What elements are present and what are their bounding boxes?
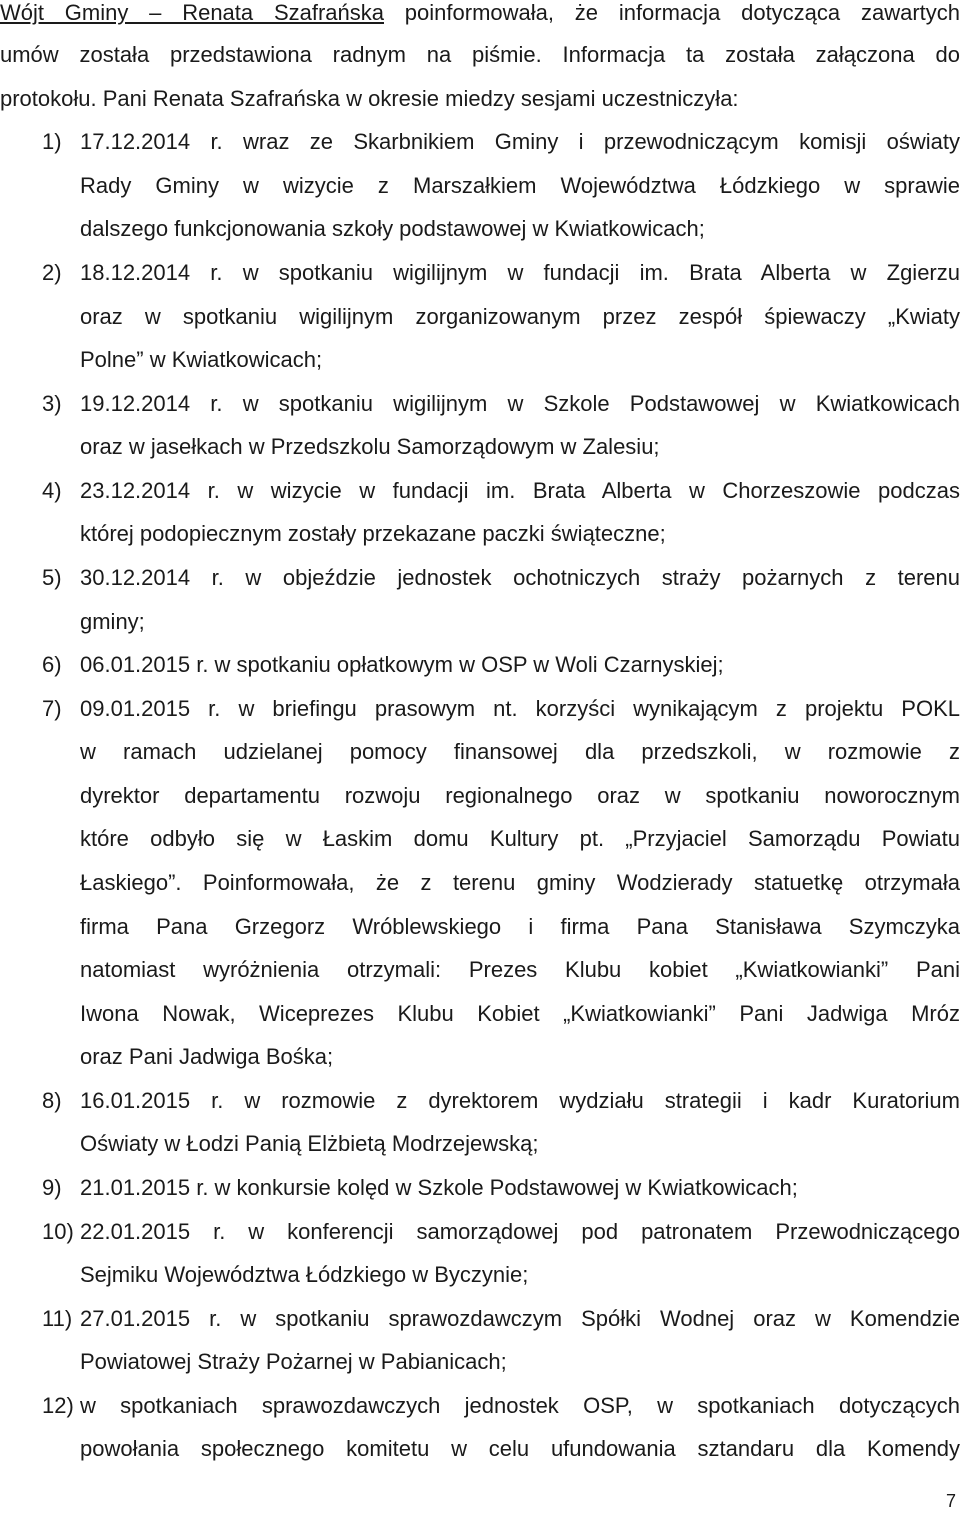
list-item-line: 09.01.2015 r. w briefingu prasowym nt. korzyści wynikającym z projektu POKL — [80, 696, 960, 721]
list-item-line: Oświaty w Łodzi Panią Elżbietą Modrzejewską; — [80, 1131, 539, 1156]
list-item-number: 4) — [42, 478, 62, 503]
page-number: 7 — [945, 1491, 956, 1511]
list-item-line: Powiatowej Straży Pożarnej w Pabianicach; — [80, 1349, 507, 1374]
list-item-line: Iwona Nowak, Wiceprezes Klubu Kobiet „Kwiatkowianki” Pani Jadwiga Mróz — [80, 1001, 960, 1026]
list-item-line: 17.12.2014 r. wraz ze Skarbnikiem Gminy i przewodniczącym komisji oświaty — [80, 129, 960, 154]
list-item-line: 27.01.2015 r. w spotkaniu sprawozdawczym Spółki Wodnej oraz w Komendzie — [80, 1306, 960, 1331]
list-item-line: 16.01.2015 r. w rozmowie z dyrektorem wydziału strategii i kadr Kuratorium — [80, 1088, 960, 1113]
list-item-line: Rady Gminy w wizycie z Marszałkiem Województwa Łódzkiego w sprawie — [80, 173, 960, 198]
intro-line-1: Wójt Gminy – Renata Szafrańska poinformowała, że informacja dotycząca zawartych — [0, 0, 960, 25]
list-item-number: 1) — [42, 129, 62, 154]
list-item-number: 12) — [42, 1393, 74, 1418]
list-item-line: 18.12.2014 r. w spotkaniu wigilijnym w fundacji im. Brata Alberta w Zgierzu — [80, 260, 960, 285]
list-item-line: powołania społecznego komitetu w celu ufundowania sztandaru dla Komendy — [80, 1436, 960, 1461]
list-item-number: 9) — [42, 1175, 62, 1200]
list-item-number: 7) — [42, 696, 62, 721]
list-item-line: dalszego funkcjonowania szkoły podstawowej w Kwiatkowicach; — [80, 216, 705, 241]
intro-line-3: protokołu. Pani Renata Szafrańska w okresie miedzy sesjami uczestniczyła: — [0, 86, 739, 111]
list-item-number: 10) — [42, 1219, 74, 1244]
speaker-name: Wójt Gminy – Renata Szafrańska — [0, 0, 384, 25]
list-item-line: 21.01.2015 r. w konkursie kolęd w Szkole Podstawowej w Kwiatkowicach; — [80, 1175, 798, 1200]
list-item-line: 06.01.2015 r. w spotkaniu opłatkowym w OSP w Woli Czarnyskiej; — [80, 652, 724, 677]
list-item-line: Sejmiku Województwa Łódzkiego w Byczynie; — [80, 1262, 529, 1287]
list-item-line: w spotkaniach sprawozdawczych jednostek OSP, w spotkaniach dotyczących — [80, 1393, 960, 1418]
list-item-number: 2) — [42, 260, 62, 285]
list-item-line: 23.12.2014 r. w wizycie w fundacji im. Brata Alberta w Chorzeszowie podczas — [80, 478, 960, 503]
list-item-line: dyrektor departamentu rozwoju regionalnego oraz w spotkaniu noworocznym — [80, 783, 960, 808]
list-item-line: oraz w jasełkach w Przedszkolu Samorządowym w Zalesiu; — [80, 434, 660, 459]
list-item-line: której podopiecznym zostały przekazane paczki świąteczne; — [80, 521, 666, 546]
list-item-line: 30.12.2014 r. w objeździe jednostek ochotniczych straży pożarnych z terenu — [80, 565, 960, 590]
list-item-line: 22.01.2015 r. w konferencji samorządowej pod patronatem Przewodniczącego — [80, 1219, 960, 1244]
list-item-line: oraz Pani Jadwiga Bośka; — [80, 1044, 334, 1069]
list-item-number: 3) — [42, 391, 62, 416]
intro-line-2: umów została przedstawiona radnym na piśmie. Informacja ta została załączona do — [0, 42, 960, 67]
list-item-line: Łaskiego”. Poinformowała, że z terenu gminy Wodzierady statuetkę otrzymała — [80, 870, 960, 895]
list-item-number: 6) — [42, 652, 62, 677]
list-item-line: w ramach udzielanej pomocy finansowej dla przedszkoli, w rozmowie z — [80, 739, 960, 764]
list-item-line: 19.12.2014 r. w spotkaniu wigilijnym w Szkole Podstawowej w Kwiatkowicach — [80, 391, 960, 416]
list-item-line: które odbyło się w Łaskim domu Kultury pt. „Przyjaciel Samorządu Powiatu — [80, 826, 960, 851]
list-item-line: gminy; — [80, 609, 145, 634]
list-item-line: firma Pana Grzegorz Wróblewskiego i firma Pana Stanisława Szymczyka — [80, 914, 960, 939]
list-item-number: 11) — [42, 1306, 73, 1331]
list-item-line: oraz w spotkaniu wigilijnym zorganizowanym przez zespół śpiewaczy „Kwiaty — [80, 304, 960, 329]
list-item-number: 8) — [42, 1088, 62, 1113]
list-item-line: Polne” w Kwiatkowicach; — [80, 347, 323, 372]
list-item-line: natomiast wyróżnienia otrzymali: Prezes Klubu kobiet „Kwiatkowianki” Pani — [80, 957, 960, 982]
list-item-number: 5) — [42, 565, 62, 590]
